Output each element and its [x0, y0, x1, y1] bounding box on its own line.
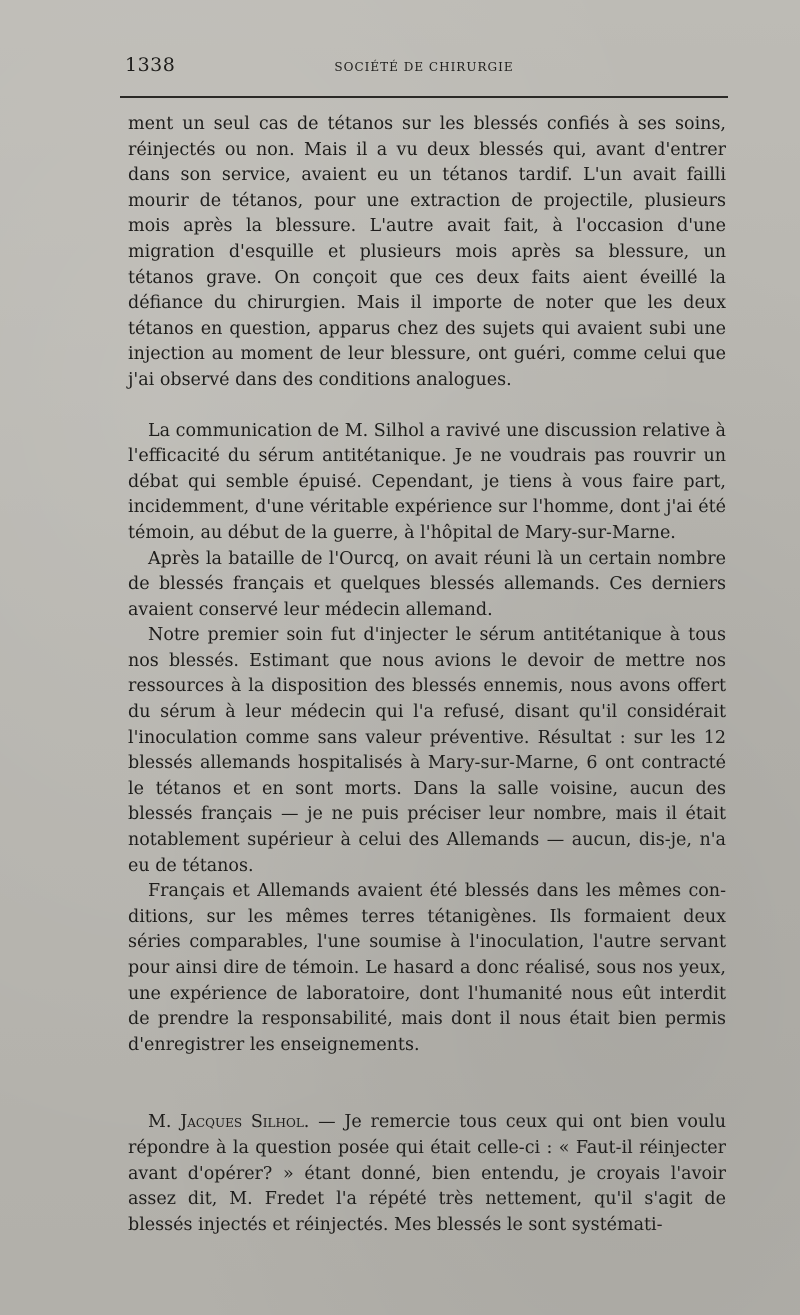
paragraph-reply — [128, 1110, 726, 1238]
paragraph-conclusion: Français et Allemands avaient été blessés dans les mêmes conditions, sur les mêmes terres tétanigènes. Ils formaient deux séries comparables, l'une soumise à l'inoculation, l'autre servant pour ainsi dire de témoin. Le hasard a donc réalisé, sous nos yeux, une expérience de laboratoire, dont l'humanité nous eût interdit de prendre la responsabilité, mais dont il nous était bien permis d'enregistrer les enseignements. — [128, 881, 726, 1055]
page-number: 1338 — [125, 54, 176, 76]
header-rule — [120, 96, 728, 98]
paragraph-communication: La communication de M. Silhol a ravivé une discussion relative à l'efficacité du sérum antitétanique. Je ne voudrais pas rouvrir un débat qui semble épuisé. Cependant, je tiens à vous faire part, incidemment, d'une véritable expérience sur l'homme, dont j'ai été témoin, au début de la guerre, à l'hôpital de Mary-sur-Marne. — [128, 420, 726, 543]
body-text — [128, 112, 726, 1238]
section-gap — [128, 394, 726, 419]
running-title: SOCIÉTÉ DE CHIRURGIE — [334, 60, 514, 74]
paragraph-continuation: ment un seul cas de tétanos sur les blessés confiés à ses soins, réinjectés ou non. Mais il a vu deux blessés qui, avant d'entrer dans son service, avaient eu un tétanos tardif. L'un avait failli mourir de tétanos, pour une extraction de projectile, plusieurs mois après la blessure. L'autre avait fait, à l'occasion d'une migration d'esquille et plusieurs mois après sa blessure, un tétanos grave. On conçoit que ces deux faits aient éveillé la défiance du chirurgien. Mais il importe de noter que les deux tétanos en question, apparus chez des sujets qui avaient subi une injection au moment de leur blessure, ont guéri, comme celui que j'ai observé dans des conditions analogues. — [128, 114, 726, 390]
speaker-name: M. Jacques Silhol. — [148, 1112, 310, 1133]
page-header — [120, 52, 728, 82]
reply-text: — Je remercie tous ceux qui ont bien voulu répondre à la question posée qui était celle-ci : « Faut-il réinjecter avant d'opérer? » étant donné, bien entendu, je croyais l'avoir assez dit, M. Fredet l'a répété très nettement, qu'il s'agit de blessés injectés et réinjectés. Mes blessés le sont systémati- — [128, 1112, 726, 1235]
paragraph-serum: Notre premier soin fut d'injecter le sérum antitétanique à tous nos blessés. Estimant que nous avions le devoir de mettre nos ressources à la disposition des blessés ennemis, nous avons offert du sérum à leur médecin qui l'a refusé, disant qu'il considérait l'inoculation comme sans valeur préventive. Résultat : sur les 12 blessés allemands hospitalisés à Mary-sur-Marne, 6 ont contracté le tétanos et en sont morts. Dans la salle voisine, aucun des blessés français — je ne puis préciser leur nombre, mais il était notablement supérieur à celui des Allemands — aucun, dis-je, n'a eu de tétanos. — [128, 625, 726, 876]
section-gap — [128, 1058, 726, 1110]
paragraph-ourcq: Après la bataille de l'Ourcq, on avait réuni là un certain nombre de blessés français et quelques blessés allemands. Ces derniers avaient conservé leur médecin allemand. — [128, 548, 726, 620]
